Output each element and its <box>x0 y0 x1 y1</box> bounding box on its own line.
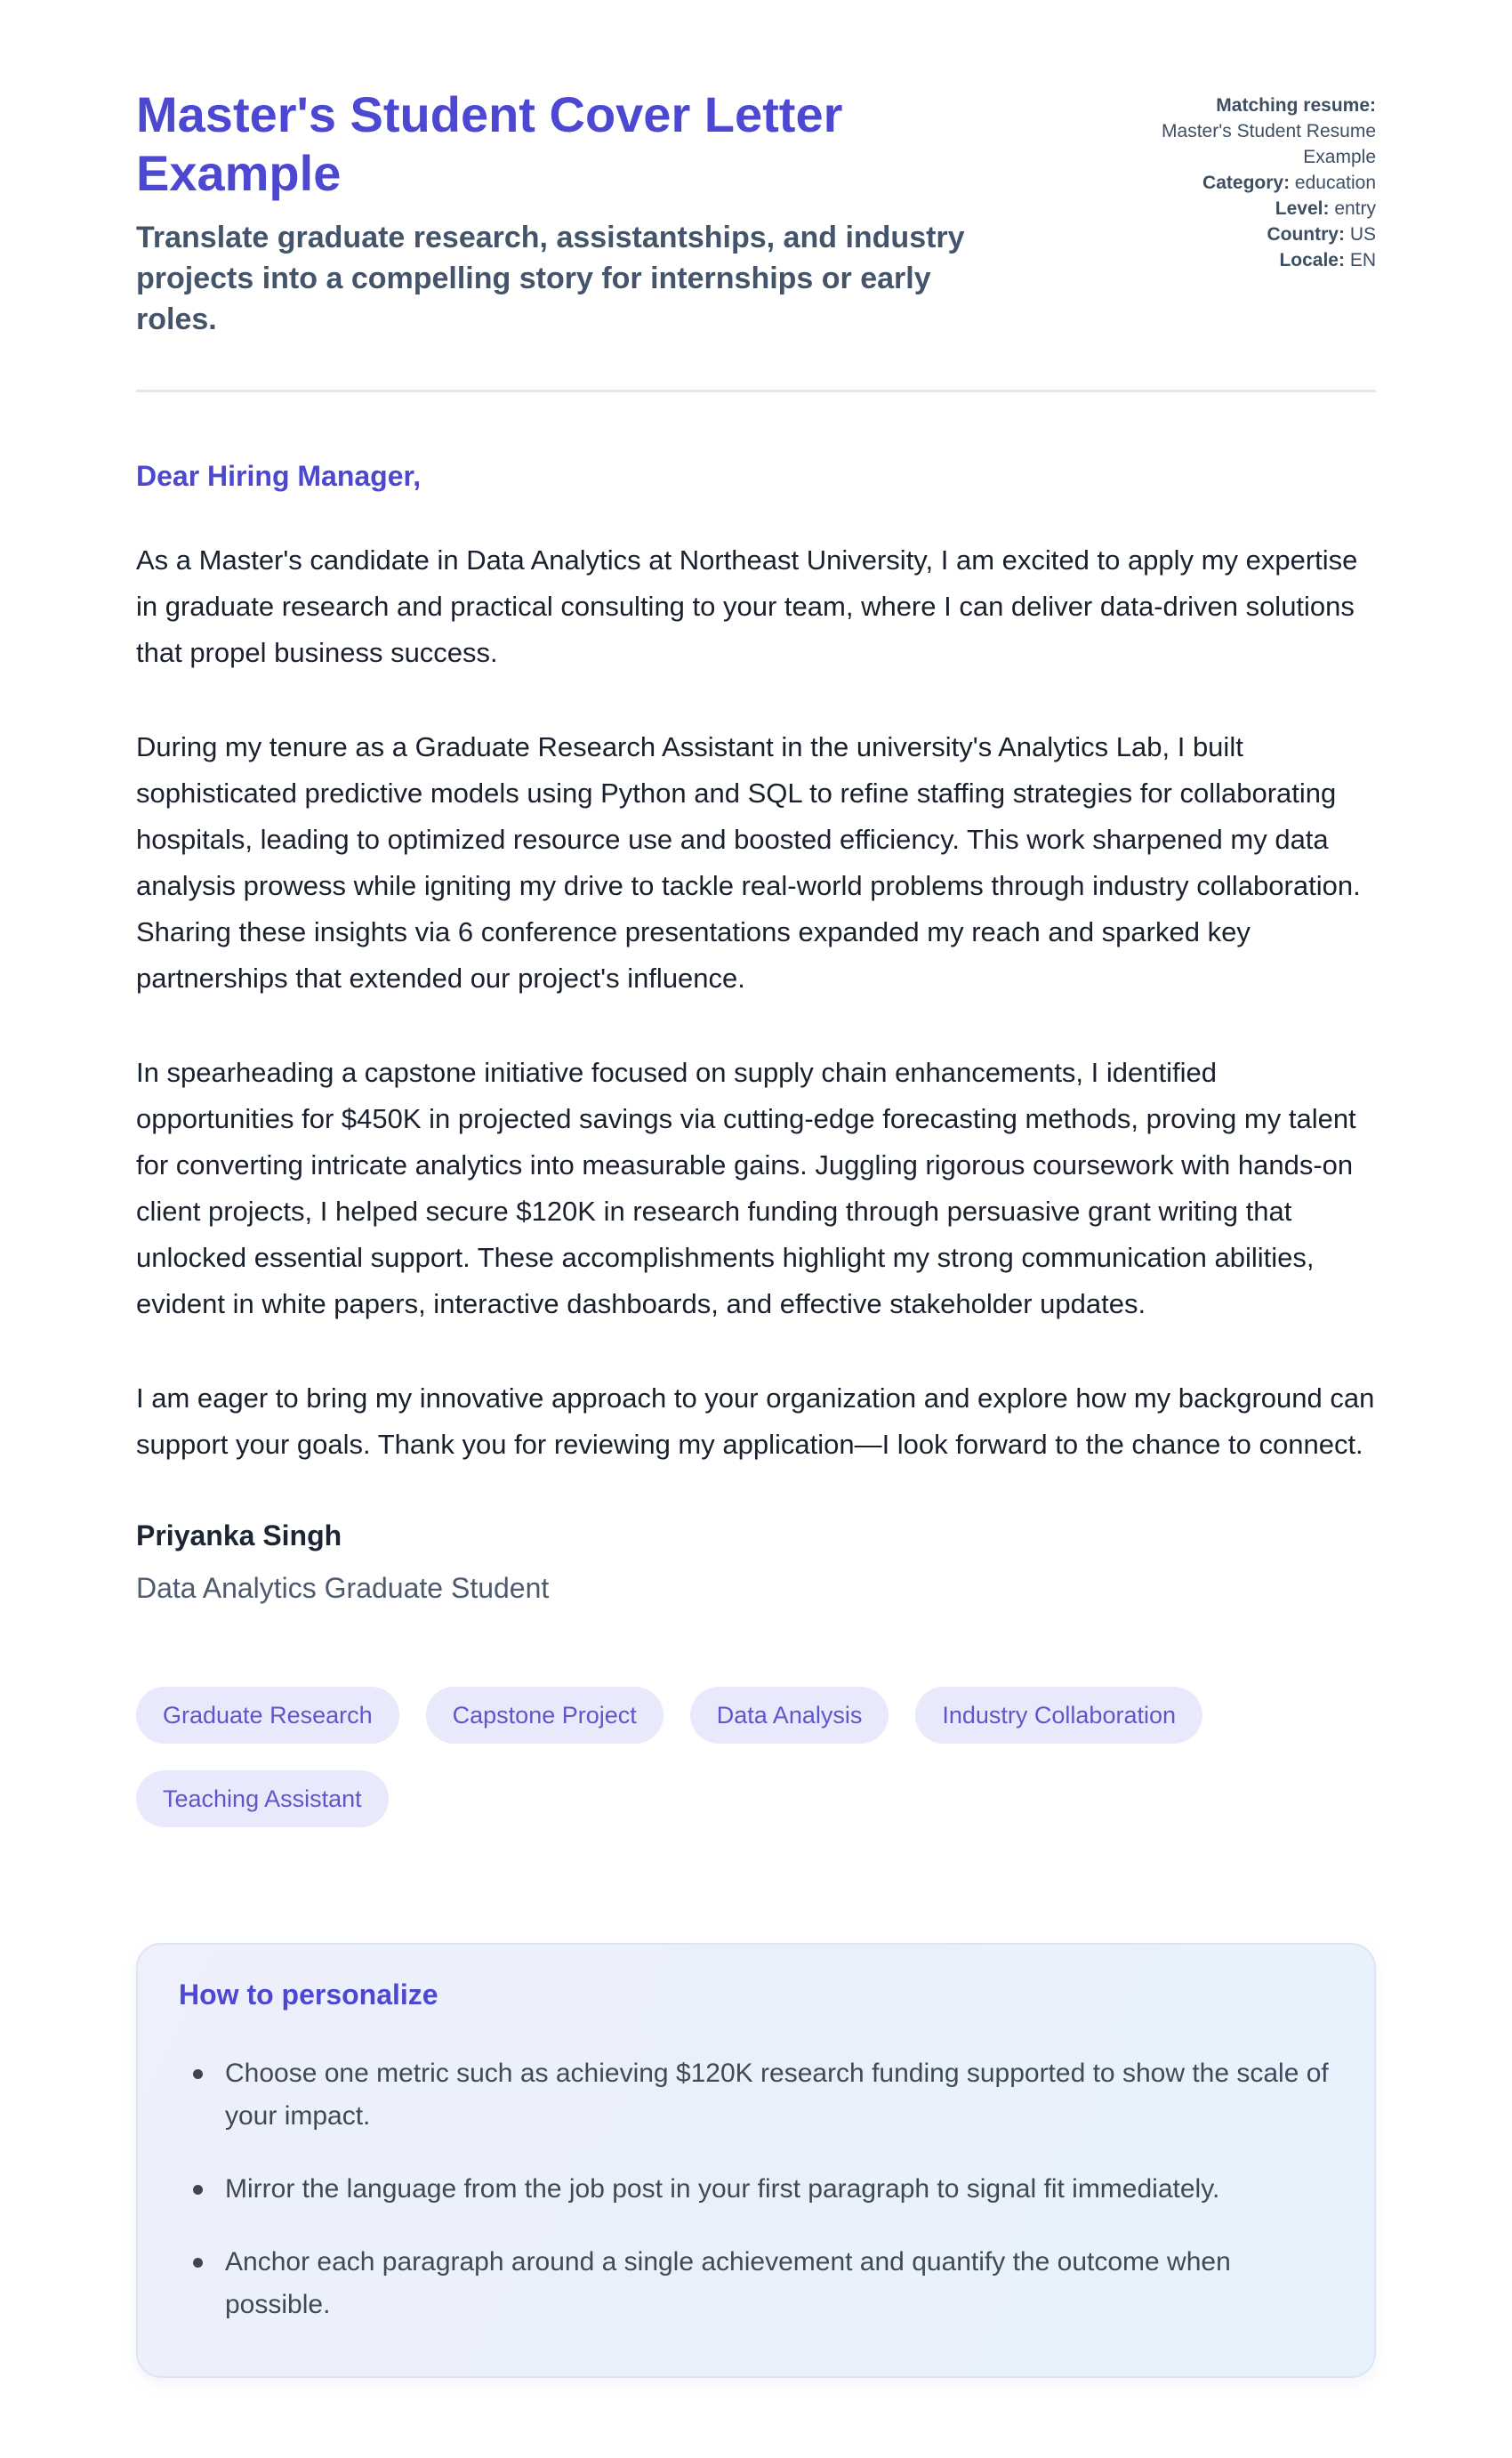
page-title: Master's Student Cover Letter Example <box>136 86 843 201</box>
meta-level: Level: entry <box>1275 198 1376 219</box>
resume-meta-block <box>1136 85 1376 273</box>
letter-paragraph: I am eager to bring my innovative approach to your organization and explore how my background can support your goals. Thank you for reviewing my application—I look forward to the chance to connect. <box>136 1382 1375 1460</box>
letter-signature <box>136 1519 1376 1605</box>
meta-category: Category: education <box>1202 173 1376 193</box>
personalize-tip: Mirror the language from the job post in your first paragraph to signal fit immediately. <box>188 2168 1333 2211</box>
letter-salutation: Dear Hiring Manager, <box>136 460 422 492</box>
tag-data-analysis[interactable]: Data Analysis <box>690 1687 889 1744</box>
personalize-heading: How to personalize <box>179 1978 438 2011</box>
letter-paragraph: During my tenure as a Graduate Research Assistant in the university's Analytics Lab, I built sophisticated predictive models using Python and SQL to refine staffing strategies for collaborating hospitals, leading to optimized resource use and boosted efficiency. This work sharpened my data analysis prowess while igniting my drive to tackle real-world problems through industry collaboration. Sharing these insights via 6 conference presentations expanded my reach and sparked key partnerships that extended our project's influence. <box>136 731 1361 994</box>
letter-paragraph: In spearheading a capstone initiative focused on supply chain enhancements, I identified opportunities for $450K in projected savings via cutting-edge forecasting methods, proving my talent for converting intricate analytics into measurable gains. Juggling rigorous coursework with hands-on client projects, I helped secure $120K in research funding through persuasive grant writing that unlocked essential support. These accomplishments highlight my strong communication abilities, evident in white papers, interactive dashboards, and effective stakeholder updates. <box>136 1057 1356 1319</box>
meta-matching-resume-value: Master's Student Resume Example <box>1162 121 1376 167</box>
signature-role: Data Analytics Graduate Student <box>136 1572 550 1604</box>
signature-name: Priyanka Singh <box>136 1519 342 1551</box>
meta-category-value: education <box>1294 173 1376 193</box>
meta-locale-value: EN <box>1349 250 1376 270</box>
tag-list <box>136 1687 1376 1827</box>
personalize-tip: Choose one metric such as achieving $120K research funding supported to show the scale of your impact. <box>188 2052 1333 2138</box>
tag-industry-collaboration[interactable]: Industry Collaboration <box>915 1687 1202 1744</box>
meta-country: Country: US <box>1267 224 1376 245</box>
personalize-tips-list <box>179 2052 1333 2326</box>
page-subtitle: Translate graduate research, assistantships, and industry projects into a compelling story for internships or early roles. <box>136 221 965 336</box>
personalize-tips-box <box>136 1943 1376 2378</box>
cover-letter-body <box>136 460 1376 1605</box>
meta-matching-resume-label: Matching resume: <box>1216 95 1376 116</box>
header-title-block <box>136 85 1025 340</box>
tag-teaching-assistant[interactable]: Teaching Assistant <box>136 1770 389 1827</box>
tag-capstone-project[interactable]: Capstone Project <box>426 1687 664 1744</box>
letter-paragraph: As a Master's candidate in Data Analytics at Northeast University, I am excited to apply my expertise in graduate research and practical consulting to your team, where I can deliver data-driven solutions that propel business success. <box>136 544 1358 668</box>
meta-locale: Locale: EN <box>1279 250 1376 270</box>
personalize-tip: Anchor each paragraph around a single achievement and quantify the outcome when possible. <box>188 2241 1333 2326</box>
page-header <box>136 85 1376 340</box>
header-divider <box>136 390 1376 392</box>
meta-country-value: US <box>1349 224 1376 245</box>
meta-level-value: entry <box>1334 198 1376 219</box>
tag-graduate-research[interactable]: Graduate Research <box>136 1687 399 1744</box>
